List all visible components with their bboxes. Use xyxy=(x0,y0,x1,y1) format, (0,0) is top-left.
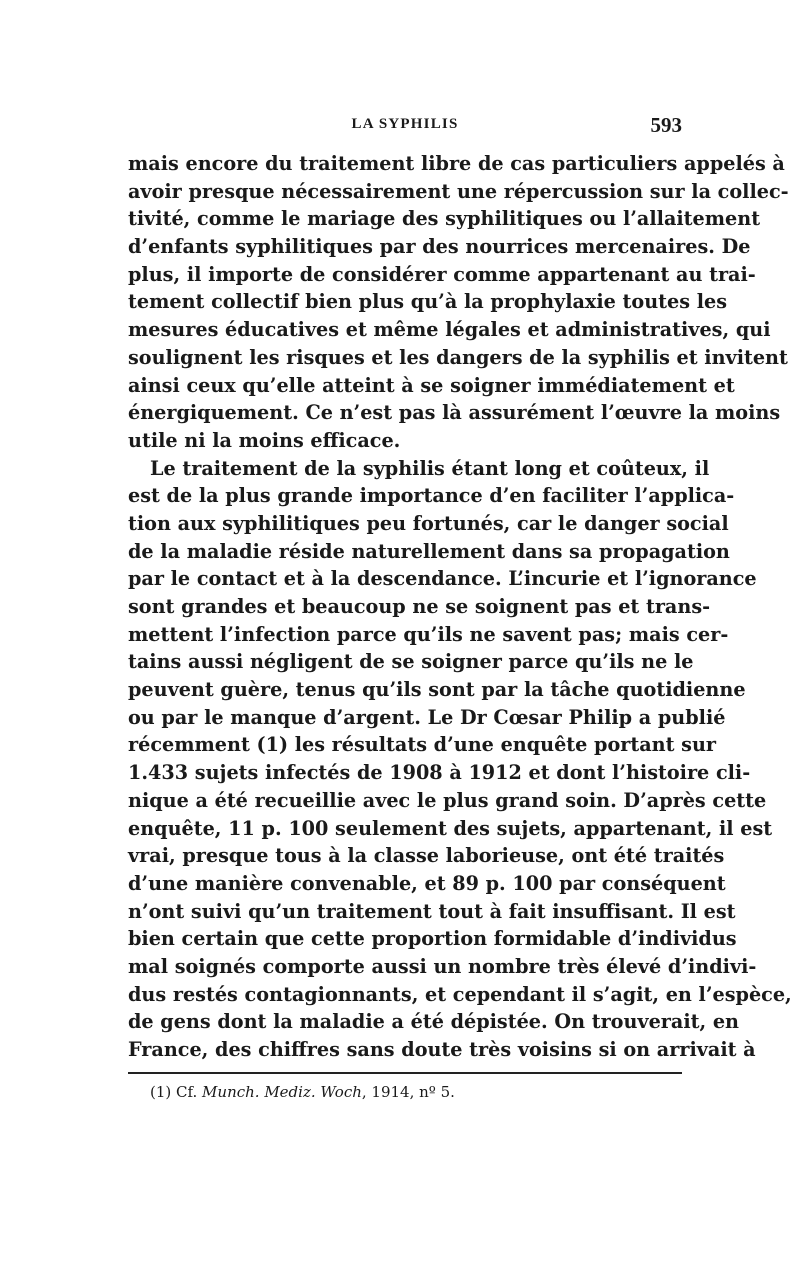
text-line: récemment (1) les résultats d’une enquête portant sur xyxy=(128,733,717,757)
text-line: dus restés contagionnants, et cependant il s’agit, en l’espèce, xyxy=(128,982,792,1006)
text-line: peuvent guère, tenus qu’ils sont par la tâche quotidienne xyxy=(128,678,746,702)
text-line: d’une manière convenable, et 89 p. 100 par conséquent xyxy=(128,871,726,895)
text-line: mettent l’infection parce qu’ils ne savent pas; mais cer- xyxy=(128,622,729,646)
text-line: utile ni la moins efficace. xyxy=(128,428,401,452)
footnote-rule xyxy=(128,1072,682,1074)
text-line: sont grandes et beaucoup ne se soignent pas et trans- xyxy=(128,595,711,618)
text-line: tains aussi négligent de se soigner parce qu’ils ne le xyxy=(128,650,694,674)
text-line: enquête, 11 p. 100 seulement des sujets, appartenant, il est xyxy=(128,816,773,840)
text-line: bien certain que cette proportion formidable d’individus xyxy=(128,927,737,951)
text-line: n’ont suivi qu’un traitement tout à fait insuffisant. Il est xyxy=(128,899,736,923)
body-text xyxy=(128,150,792,1064)
text-line: France, des chiffres sans doute très voisins si on arrivait à xyxy=(128,1038,756,1061)
text-line: mesures éducatives et même légales et administratives, qui xyxy=(128,318,771,342)
text-line: mal soignés comporte aussi un nombre très élevé d’indivi- xyxy=(128,954,757,978)
text-line: avoir presque nécessairement une répercussion sur la collec- xyxy=(128,179,789,203)
text-line: vrai, presque tous à la classe laborieuse, ont été traités xyxy=(128,844,725,868)
footnote xyxy=(150,1083,455,1101)
text-line: tion aux syphilitiques peu fortunés, car le danger social xyxy=(128,511,729,535)
footnote-source: Munch. Mediz. Woch xyxy=(202,1083,362,1101)
footnote-marker: (1) Cf. xyxy=(150,1083,203,1101)
text-line: est de la plus grande importance d’en faciliter l’applica- xyxy=(128,484,735,508)
text-line: tivité, comme le mariage des syphilitiques ou l’allaitement xyxy=(128,207,761,231)
text-line: de la maladie réside naturellement dans sa propagation xyxy=(128,539,730,563)
footnote-details: , 1914, nº 5. xyxy=(361,1083,455,1101)
text-line: plus, il importe de considérer comme appartenant au trai- xyxy=(128,262,756,286)
text-line: ainsi ceux qu’elle atteint à se soigner immédiatement et xyxy=(128,373,735,397)
text-line: énergiquement. Ce n’est pas là assurément l’œuvre la moins xyxy=(128,401,781,425)
text-line: d’enfants syphilitiques par des nourrices mercenaires. De xyxy=(128,235,751,259)
page-number: 593 xyxy=(650,113,682,137)
text-line: par le contact et à la descendance. L’incurie et l’ignorance xyxy=(128,567,757,591)
text-line: Le traitement de la syphilis étant long et coûteux, il xyxy=(150,456,710,480)
text-line: tement collectif bien plus qu’à la prophylaxie toutes les xyxy=(128,290,727,314)
text-line: soulignent les risques et les dangers de la syphilis et invitent xyxy=(128,345,788,369)
text-line: ou par le manque d’argent. Le Dr Cœsar Philip a publié xyxy=(128,705,726,729)
page-header xyxy=(128,113,682,140)
running-title: LA SYPHILIS xyxy=(351,116,459,132)
text-line: nique a été recueillie avec le plus grand soin. D’après cette xyxy=(128,788,767,812)
text-line: mais encore du traitement libre de cas particuliers appelés à xyxy=(128,152,785,175)
text-line: 1.433 sujets infectés de 1908 à 1912 et dont l’histoire cli- xyxy=(128,761,751,785)
text-line: de gens dont la maladie a été dépistée. On trouverait, en xyxy=(128,1010,739,1034)
